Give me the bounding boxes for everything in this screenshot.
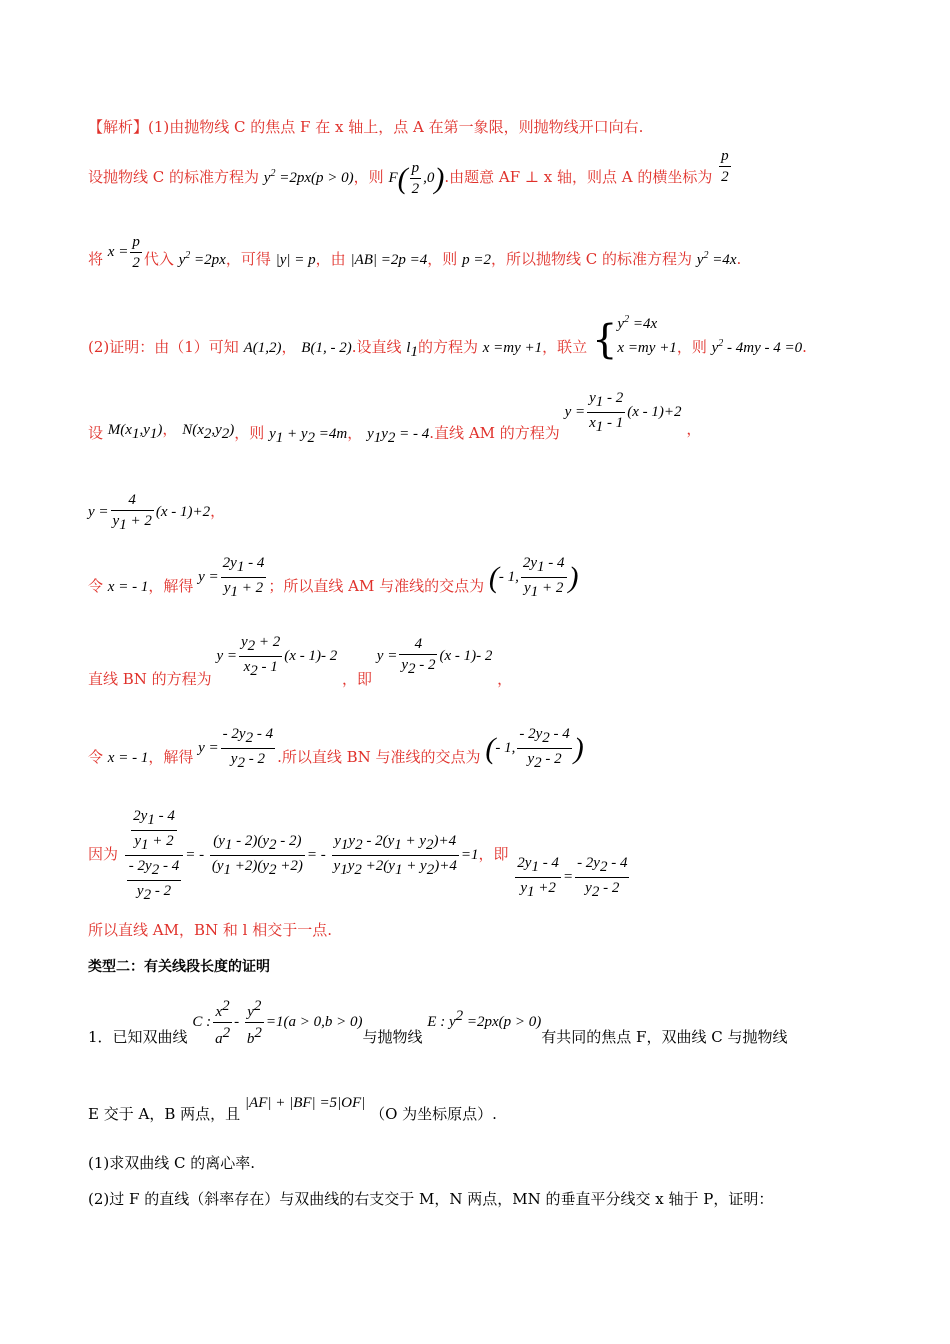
text-segment: .由题意 AF ⊥ x 轴，则点 A 的横坐标为 [444,167,713,186]
formula-parabola-2: $y^2 =2px$ [178,249,226,268]
formula-line-am-simplified: y = $\frac{4}{y_1 + 2}$ (x - 1)+2 [88,492,211,533]
solution-line-5 [88,390,702,446]
text-segment: 直线 BN 的方程为 [88,669,212,688]
formula-p-over-2: $\frac{p}{2}$ [721,148,729,185]
formula-x-eq-neg1: x = - 1 [107,578,149,595]
formula-line-eq: x =my +1 [482,340,543,356]
text-segment: 与抛物线 [362,1027,423,1046]
text-segment: ，所以抛物线 C 的标准方程为 [490,249,692,268]
solution-line-1 [88,117,643,137]
formula-focus: F( $\frac{p}{2}$ ,0) [388,160,445,197]
formula-y-bn-solution: y = $\frac{- 2y_2 - 4}{y_2 - 2}$ [198,726,274,771]
formula-line-bn-simplified: y = $\frac{4}{y_2 - 2}$ (x - 1)- 2 [376,636,493,677]
formula-system: $y^2 =4x$ x =my +1 [617,314,677,356]
solution-label: 【解析】 [88,118,149,136]
text-segment: ，即 [341,669,372,688]
text-segment: （O 为坐标原点）. [370,1105,497,1123]
formula-ratio: $\frac{\frac{2y_1 - 4}{y_1 + 2}}{\frac{- 2y_2 - 4}{y_2 - 2}}$ = - $\frac{(y_1 - 2)(y_2 - 2)}{(y_1 +2)(y_2 +2)}$ = - $\frac{y_1y_2 - 2(y_1 + y_2)+4}{y_1y_2 +2(y_1 + y_2)+4}$ =1 [123,847,479,863]
formula-line-l1: $l_1$ [406,340,418,360]
text-segment: 将 [88,249,104,268]
text-segment: .所以直线 BN 与准线的交点为 [277,747,481,766]
solution-conclusion: 所以直线 AM，BN 和 l 相交于一点. [88,921,332,939]
text-segment: ，则 [353,167,384,186]
text-segment: ，则 [234,423,265,442]
text-segment: 的方程为 [417,338,478,356]
formula-am-intersection: (- 1, $\frac{2y_1 - 4}{y_1 + 2}$ ) [488,555,579,600]
solution-line-8 [88,632,513,688]
formula-point-m: $M(x_1,y_1)$ [107,421,163,442]
solution-line-6 [88,490,225,535]
text-segment: ，即 [478,844,509,863]
formula-y-am-solution: y = $\frac{2y_1 - 4}{y_1 + 2}$ [198,555,265,600]
formula-equal-fractions: $\frac{2y_1 - 4}{y_1 +2}$ = $\frac{- 2y_2 - 4}{y_2 - 2}$ [517,855,628,900]
text-segment: ，则 [427,249,458,268]
formula-parabola-e: E : $y^2 =2px(p > 0)$ [427,1007,542,1030]
text-segment: ， [686,419,702,438]
text-segment: 有共同的焦点 F，双曲线 C 与抛物线 [541,1027,788,1046]
problem-line-2 [88,1092,497,1123]
text-segment: 1．已知双曲线 [88,1027,188,1046]
text-segment: 设抛物线 C 的标准方程为 [88,167,260,186]
text-segment: ，解得 [148,747,194,766]
problem-part-1: (1)求双曲线 C 的离心率. [88,1154,256,1172]
solution-line-7 [88,553,579,602]
formula-quadratic: $y^2 - 4my - 4 =0$ [711,338,803,356]
text-segment: (2)证明：由（1）可知 [88,338,239,356]
formula-bn-intersection: (- 1, $\frac{- 2y_2 - 4}{y_2 - 2}$ ) [485,726,584,771]
text-segment: ，由 [315,249,346,268]
text-segment: 令 [88,747,104,766]
text-segment: 因为 [88,844,119,863]
text-segment: 设 [88,423,104,442]
formula-vieta-sum: $y_1 + y_2 =4m$ [269,425,348,446]
text-segment: ，解得 [148,576,194,595]
formula-line-am: y = $\frac{y_1 - 2}{x_1 - 1}$ (x - 1)+2 [564,390,682,435]
text-segment: ， [347,423,363,442]
formula-vieta-product: $y_1y_2$ = - 4 [367,425,430,446]
formula-ab-length: |AB| =2p =4 [350,251,428,268]
text-segment: ；所以直线 AM 与准线的交点为 [268,576,485,595]
solution-line-3: 将 x = $\frac{p}{2}$ 代入 $y^2 =2px$，可得 |y| = p，由 |AB| =2p =4，则 p =2，所以抛物线 C 的标准方程为 $y^2 =4x$. [88,234,742,271]
formula-y2-4x: $y^2 =4x$ [696,249,737,268]
text-segment: .直线 AM 的方程为 [429,423,560,442]
formula-x-eq-neg1-b: x = - 1 [107,749,149,766]
formula-x-eq-p2: x = $\frac{p}{2}$ [107,234,140,271]
solution-line-10 [88,806,631,905]
text-segment: .设直线 [351,338,402,356]
system-brace: { [591,317,618,363]
text-segment: 令 [88,576,104,595]
formula-abs-y: |y| = p [275,251,316,268]
text-segment: ，可得 [225,249,271,268]
problem-line-1 [88,996,787,1049]
formula-point-b: B(1, - 2) [301,340,352,356]
text-segment: ， [281,338,297,356]
part1-intro: (1)由抛物线 C 的焦点 F 在 x 轴上，点 A 在第一象限，则抛物线开口向右. [148,118,644,136]
text-segment: ，则 [676,338,707,356]
text-segment: ， [497,669,513,688]
text-segment: E 交于 A，B 两点，且 [88,1105,241,1123]
formula-p-eq-2: p =2 [462,251,491,268]
solution-line-4: (2)证明：由（1）可知 A(1,2)， B(1, - 2).设直线 $l_1$的方程为 x =my +1，联立 { $y^2 =4x$ x =my +1 ，则 $y^2 - 4my - 4 =0$. [88,308,807,360]
formula-line-bn: y = $\frac{y_2 + 2}{x_2 - 1}$ (x - 1)- 2 [216,634,338,679]
formula-distance-condition: |AF| + |BF| =5|OF| [244,1095,366,1111]
text-segment: ，联立 [542,338,588,356]
text-segment: ， [210,501,226,520]
section-heading: 类型二：有关线段长度的证明 [88,959,270,975]
text-segment: 代入 [143,249,174,268]
formula-hyperbola: C : $\frac{x^2}{a^2}$ - $\frac{y^2}{b^2}$ =1(a > 0,b > 0) [192,998,363,1047]
formula-point-n: $N(x_2,y_2)$ [182,421,235,442]
problem-part-2: (2)过 F 的直线（斜率存在）与双曲线的右支交于 M，N 两点，MN 的垂直平分线交 x 轴于 P，证明： [88,1190,774,1208]
formula-point-a: A(1,2) [243,340,282,356]
solution-line-2 [88,148,733,199]
text-segment: ， [162,419,178,438]
formula-parabola: $y^2 =2px(p > 0)$ [263,167,354,186]
solution-line-9 [88,724,584,773]
